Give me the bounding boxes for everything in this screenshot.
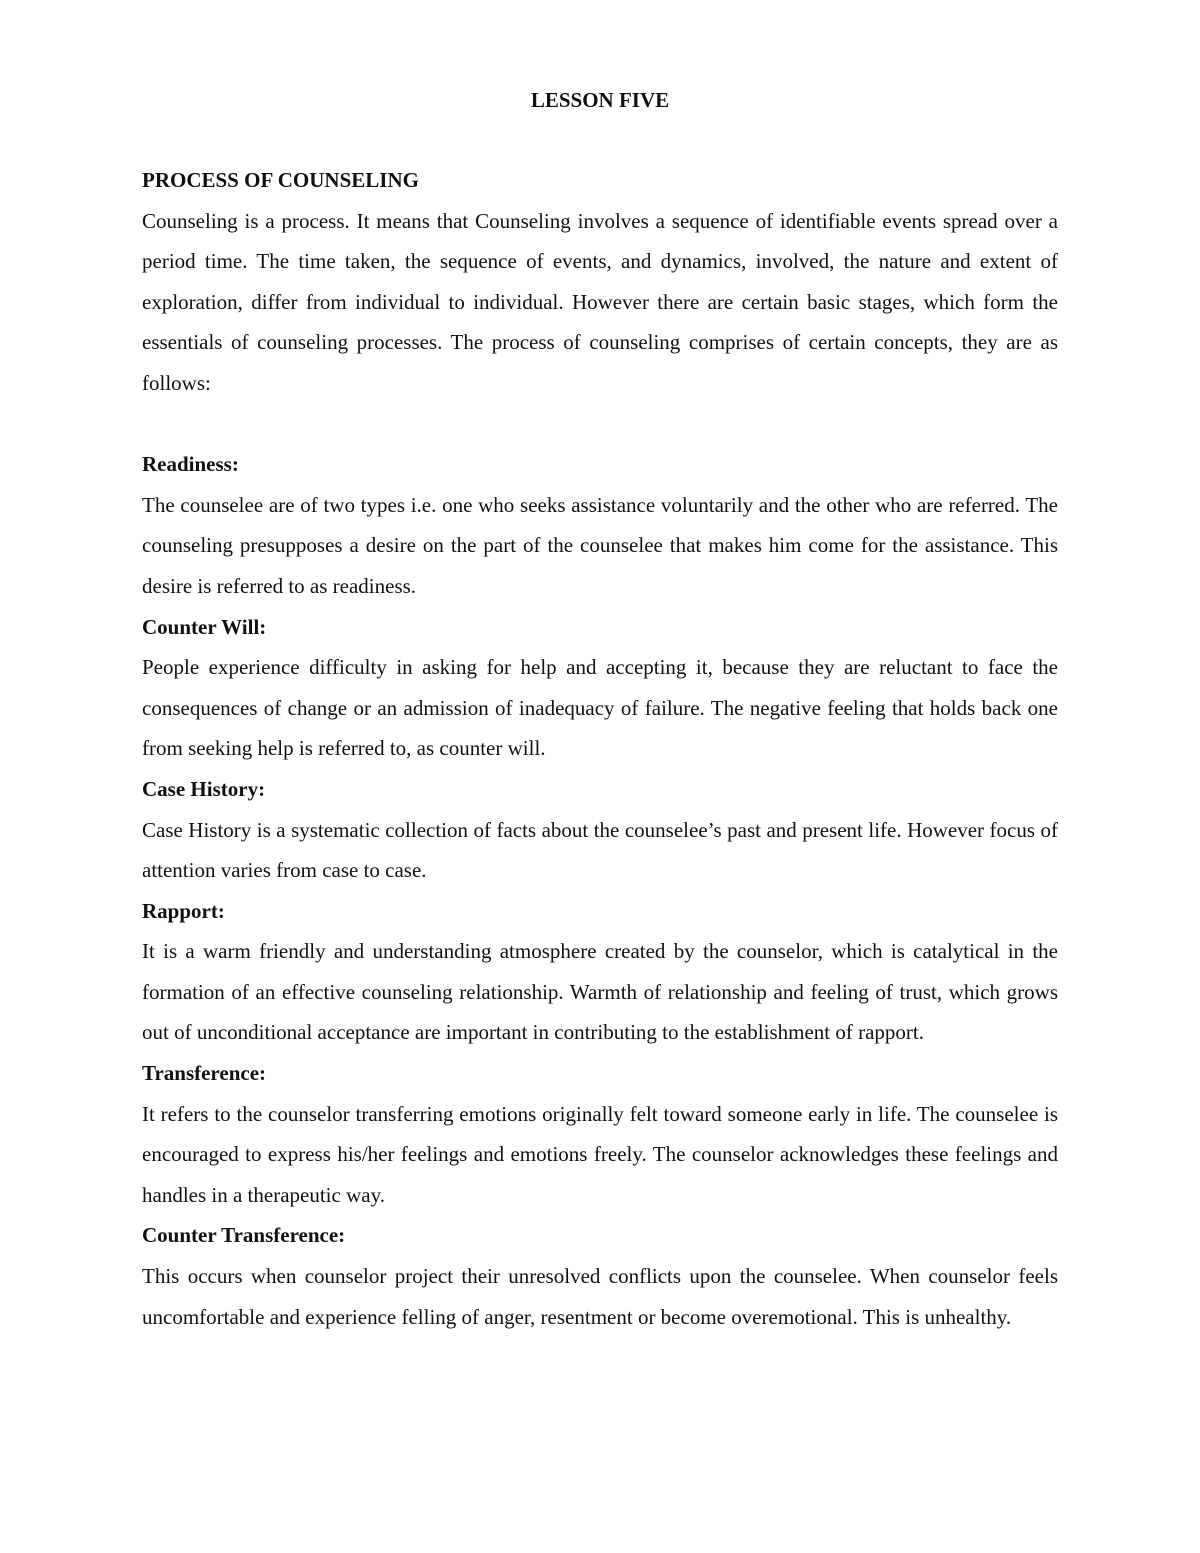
section-body-case-history: Case History is a systematic collection of facts about the counselee’s past and present life. However focus of attention varies from case to case. [142, 817, 1058, 883]
section-heading-counter-transference: Counter Transference: [142, 1223, 346, 1248]
section-heading-rapport: Rapport: [142, 898, 225, 923]
intro-paragraph: Counseling is a process. It means that Counseling involves a sequence of identifiable events spread over a period time. The time taken, the sequence of events, and dynamics, involved, the nature and extent of exploration, differ from individual to individual. However there are certain basic stages, which form the essentials of counseling processes. The process of counseling comprises of certain concepts, they are as follows: [142, 208, 1058, 395]
paragraph-spacer [142, 404, 1058, 445]
section-body-counter-transference: This occurs when counselor project their unresolved conflicts upon the counselee. When counselor feels uncomfortable and experience felling of anger, resentment or become overemotional. This is unhealthy. [142, 1264, 1058, 1329]
lesson-title: LESSON FIVE [530, 88, 670, 112]
section-body-counter-will: People experience difficulty in asking for help and accepting it, because they are reluctant to face the consequences of change or an admission of inadequacy of failure. The negative feeling that holds back one from seeking help is referred to, as counter will. [142, 655, 1058, 761]
document-content [142, 80, 1058, 1337]
section-heading-counter-will: Counter Will: [142, 614, 267, 639]
section-heading-readiness: Readiness: [142, 452, 239, 477]
section-heading-transference: Transference: [142, 1061, 267, 1086]
main-heading: PROCESS OF COUNSELING [142, 168, 419, 192]
section-heading-case-history: Case History: [142, 776, 266, 801]
section-body-rapport: It is a warm friendly and understanding atmosphere created by the counselor, which is catalytical in the formation of an effective counseling relationship. Warmth of relationship and feeling of trust, which grows out of unconditional acceptance are important in contributing to the establishment of rapport. [142, 939, 1058, 1045]
section-body-readiness: The counselee are of two types i.e. one who seeks assistance voluntarily and the other who are referred. The counseling presupposes a desire on the part of the counselee that makes him come for the assistance. This desire is referred to as readiness. [142, 492, 1058, 598]
section-body-transference: It refers to the counselor transferring emotions originally felt toward someone early in life. The counselee is encouraged to express his/her feelings and emotions freely. The counselor acknowledges these feelings and handles in a therapeutic way. [142, 1101, 1058, 1207]
